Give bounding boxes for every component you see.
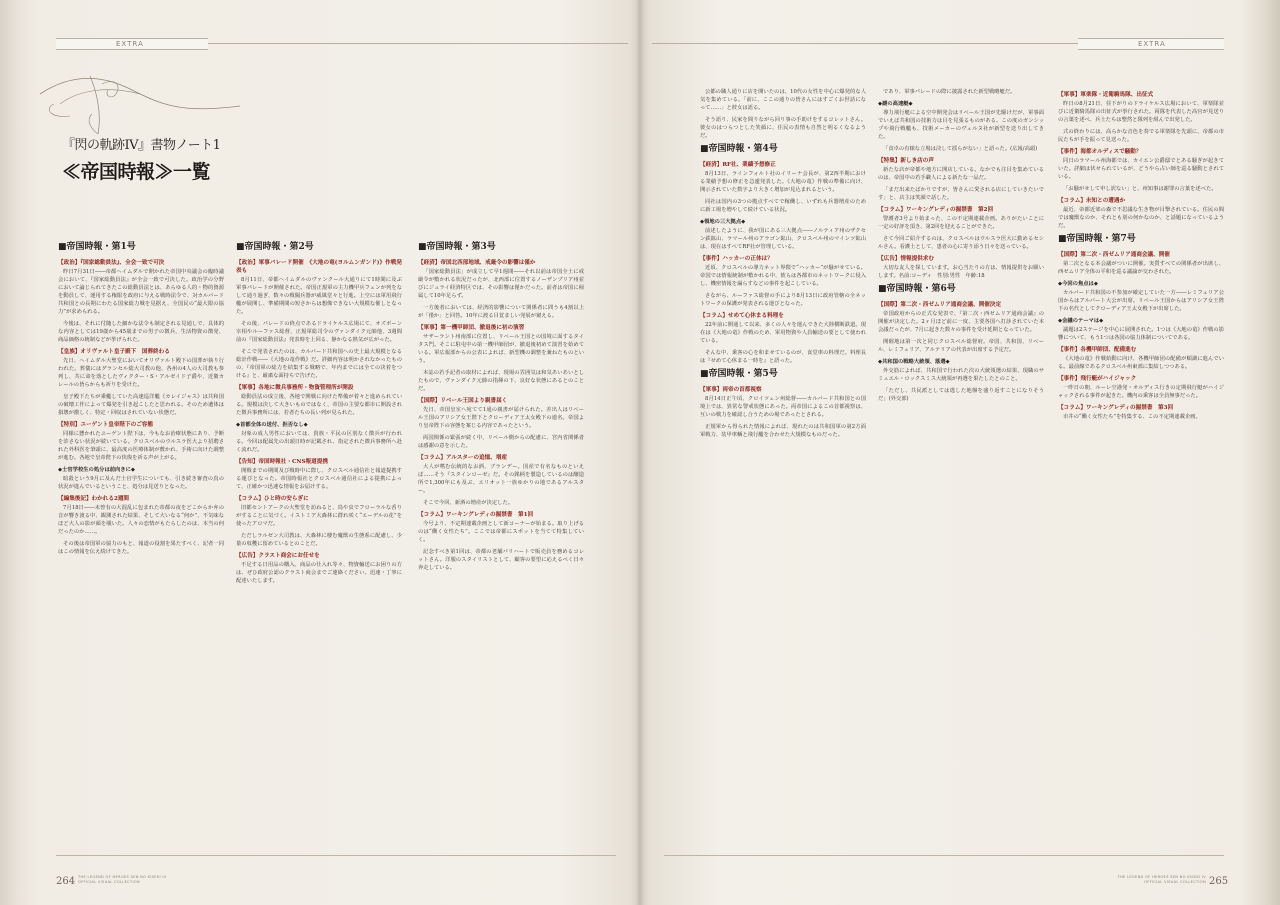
article-headline: 【国際】第二次・西ゼムリア通商会議、開催 — [1058, 252, 1170, 258]
article-headline: 【事件】海都オルディスで騒動？ — [1058, 149, 1142, 155]
footer-credit-line-1: THE LEGEND OF HEROES SEN NO KISEKI IV — [78, 875, 167, 879]
article-headline: 【軍事】第一機甲師団、撤退後に初の演習 — [418, 325, 525, 331]
article-paragraph: 旧都セントアークの大聖堂を訪ねると、鳥や虫でフローラルな香りがすることに気づく。イストミア大森林に群れ咲く“エーデルの花”を使ったアロマだ。 — [236, 505, 402, 527]
article-paragraph: 記念すべき第1回は、帝都の老舗パリハートで販売員を務めるコレットさん。洋服のスタイリストとして、顧客の要望に応えるべく日々奔走している。 — [418, 549, 584, 571]
article-paragraph: 8月13日、ラインフォルト社のイリーナ会長が、第2四半期における業績予想の修正を急遽発表した。《大地の竜》作戦の準備に向け、開示されていた数字より大きく増加が見込まれるという。 — [700, 171, 866, 193]
article-headline: 【特集】新しき店の声 — [878, 158, 934, 164]
page-number-right: 265 — [1209, 876, 1229, 887]
article-paragraph: ただしラルゼン大司教は、大森林に棲む魔獣の生態系に配慮し、少量の収穫に留めているとのことだ。 — [236, 533, 402, 547]
article-paragraph: その後、パレードの終点であるドライケルス広場にて、オズボーン宰相やルーファス総督、正規軍総司令のヴァンダイク元帥他、3週間前の『国家総動員法』発表時を上回る、静かなる熱気が広がった。 — [236, 321, 402, 343]
article-paragraph: 「国家総動員法」が成立して早1週間――それ以前は帝国全土に戒厳令が敷かれる状況だったが、北西部に位置するノーザンブリア州並びにジュライ経済特区では、その影響は僅かだった。前者は帝国に帰属して10年足らず。 — [418, 269, 584, 299]
article-paragraph: 同社は国内の3つの拠点すべてで稼働し、いずれも兵器増産のために新工場を増やして続けている状況。 — [700, 199, 866, 213]
article-headline: 【特別】ユーゲント皇帝陛下のご容態 — [58, 422, 153, 428]
issue-heading: ■帝国時報・第3号 — [418, 242, 496, 252]
issue-heading: ■帝国時報・第1号 — [58, 242, 136, 252]
article-paragraph: 近頃、クロスベルの導力ネット界隈で“ハッカー”が騒がせている。帝国では情報統制が敷かれる中、彼らは各都市のネットワークに侵入し、機密情報を漏らすなどの事件を起こしている。 — [700, 265, 866, 287]
article-paragraph: 先日、帝国皇室へ宛てて1通の親書が届けられた。差出人はリベール王国のアリシア女王陛下とクローディア王太女殿下の連名。帝国より皇帝陛下の容態を案じる内容であったという。 — [418, 407, 584, 429]
article-headline: 【事件】飛行艇がハイジャック — [1058, 376, 1137, 382]
article-paragraph: 大切な友人を探しています。お心当たりの方は、情報提供をお願いします。名前:コーディ 性別:男性 年齢:18 — [878, 265, 1044, 279]
article-paragraph: 不足する日用品の購入、商品の仕入れ等々、物資輸送にお困りの方は、ぜひ政府公認のクラスト商会までご連絡ください。迅速・丁寧に配達いたします。 — [236, 562, 402, 584]
article-paragraph: サザーラント州南部に位置し、リベール王国との国境に面するタイタス門。そこに駐屯中の第一機甲師団が、撤退後初めて演習を始めている。軍広報部からの公表によれば、新型機の調整を兼ねたものという。 — [418, 334, 584, 364]
issue-heading: ■帝国時報・第6号 — [878, 284, 956, 294]
article-headline: 【政治】軍事パレード開催 《大地の竜(ヨルムンガンド)》作戦発表も — [236, 260, 402, 274]
article-headline: 【皇族】オリヴァルト皇子殿下 国葬終わる — [58, 349, 170, 355]
issue-heading: ■帝国時報・第4号 — [700, 144, 778, 154]
article-paragraph: 同日のラマール州海都では、カイエン公爵邸でとある騒ぎが起きていた。詳細は伏せられているが、どうやら占い師を巡る騒動とされている。 — [1058, 158, 1224, 180]
article-subhead: ◆士官学校生の処分は前向きに◆ — [58, 467, 136, 473]
article-paragraph: 7月18日――未曾有の大混乱に包まれた帝都の夜をどこからか弁の音が響き渡る中、観測された結果、そして大いなる“何か”、不気味なほど大人の影が顔を覗いた。人々の恋情がもたらしたのは、本当の何だったのか……。 — [58, 505, 224, 535]
footer-credit-left — [78, 875, 166, 885]
article-paragraph: 大人が嗜む伝統的なお酒、ブランデー。国産で有名なものといえば……そう『スタインローゼ』だ。その銘柄を製造しているのは醸造所で1,300年にも及ぶ、エリオット一族ゆかりの地であるアルスター。 — [418, 464, 584, 494]
footer-rule-left — [56, 855, 616, 856]
article-headline: 【コラム】未知との遭遇か — [1058, 198, 1126, 204]
article-paragraph: 今後は、それに付随した細かな法令も制定される見通しで、具体的な内容としては19歳から45歳までの男子の徴兵、生活物資の徴発、商品価格の統制などが挙げられた。 — [58, 321, 224, 343]
article-paragraph: その後は帝国軍の協力のもと、報道の役割を果たすべく、記者一同はこの情報を伝え続けてきた。 — [58, 541, 224, 555]
article-paragraph: 「まだ出来たばかりですが、皆さんに愛される店にしていきたいです」と、店主は笑顔で話した。 — [878, 187, 1044, 201]
footer-credit-right — [1110, 875, 1206, 885]
page-title — [62, 134, 238, 184]
article-headline: 【事件】各機甲師団、配備進む — [1058, 347, 1137, 353]
text-column-2 — [236, 238, 402, 858]
article-paragraph: 最近、帝都近郊の森で不思議な生き物が目撃されている。住民の間では魔獣なのか、それとも別の何かなのか、と話題になっているようだ。 — [1058, 207, 1224, 229]
article-paragraph: カルバード共和国の不参加が確定していた一方――レミフェリア公国からはアルバート大公が出席。リベール王国からはアリシア女王陛下の名代としてクローディア王太女殿下が出席した。 — [1058, 290, 1224, 312]
article-paragraph: 式の終わりには、高らかな音色を奏でる軍楽隊を先頭に、帝都の市民たちが手を振って見送った。 — [1058, 129, 1224, 143]
article-paragraph: 本誌の若手記者の取材によれば、現場の雰囲気は和気あいあいとしたもので、ヴァンダイク元帥の指揮の下、良好な状態にあるとのことだ。 — [418, 370, 584, 392]
article-paragraph: さながら、ルーファス総督の手により8月13日に政府管轄の全ネットワークの保護が発表される運びとなった。 — [700, 293, 866, 307]
article-headline: 【広告】クラスト商会にお任せを — [236, 553, 320, 559]
footer-credit-line-2: OFFICIAL VISUAL COLLECTION — [78, 880, 140, 884]
article-headline: 【政治】『国家総動員法』、全会一致で可決 — [58, 260, 165, 266]
page-number-left: 264 — [56, 876, 76, 887]
footer-credit-line-2: OFFICIAL VISUAL COLLECTION — [1144, 880, 1206, 884]
article-headline: 【コラム】ひと時の安らぎに — [236, 496, 309, 502]
header-label-left: EXTRA — [116, 40, 144, 48]
article-paragraph: 第二次となる本会議がついに開催。実質すべての関係者が出席し、西ゼムリア全体の平和を巡る議論が交わされた。 — [1058, 261, 1224, 275]
article-headline: 【軍事】両帝の首都視察 — [700, 387, 762, 393]
article-paragraph: 導力飛行艇による空中開発会はリベール王国が先駆けだが、軍事面でいえば共和国の技術力は目を見張るものがある。この度のガンシップや飛行戦艦も、技術メーカーのヴェルヌ社が新型を送り出してきた。 — [878, 110, 1044, 140]
article-paragraph: 今号より、不定期連載企画として新コーナーが始まる。取り上げるのは“働く女性たち”。ここでは帝都にスポットを当てて特集していく。 — [418, 521, 584, 543]
text-column-1 — [58, 238, 224, 858]
article-paragraph: そう語り、民家を間りながら回り事の手助けをするコレットさん。彼女のはつらつとした笑顔に、住民の表情も自然と明るくなるようだ。 — [700, 117, 866, 139]
article-headline: 【広告】情報提供求む — [878, 256, 934, 262]
article-paragraph: そこで発表されたのは、カルバード共和国への史上最大規模となる総計作戦――《大地の竜作戦》だ。詳細内容は明かされなかったものの、『帝国軍の総力を結集する戦略で、年内までには全ての決着をつける』と、厳粛な面持ちで告げた。 — [236, 349, 402, 379]
header-label-right: EXTRA — [1138, 40, 1166, 48]
ornament-flourish-icon — [30, 64, 250, 144]
article-headline: 【経済】帝国北西部地域、戒厳令の影響は僅か — [418, 260, 536, 266]
article-paragraph: 議題は2ステージを中心に展開された。1つは《大地の竜》作戦の影響について、もう1つは各国の協力体制についてである。 — [1058, 327, 1224, 341]
article-subhead: ◆共和国の戦略大統領、落選◆ — [878, 359, 950, 365]
article-headline: 【編集後記】わかれる2週間 — [58, 496, 130, 502]
article-paragraph: 一方後者においては、経済的影響について関係者に問うも4割以上が「僅か」と回答。10年に渡る目覚ましい発展が窺える。 — [418, 305, 584, 319]
footer-credit-line-1: THE LEGEND OF HEROES SEN NO KISEKI IV — [1117, 875, 1206, 879]
article-headline: 【コラム】アルスターの追憶、増産 — [418, 455, 508, 461]
article-paragraph: 先日、ヘイムダル大聖堂においてオリヴァルト殿下の国葬が執り行われた。葬儀にはグランセル総大司教の他、各州の4人の大司教も参列し、共に命を落としたヴィクター・S・アルゼイド子爵や、近衛カレールの皆らからも祈りを受けた。 — [58, 358, 224, 388]
article-headline: 【コラム】ワーキングレディの掘禁書 第3回 — [1058, 405, 1174, 411]
article-paragraph: 新たな店が帝都や地方に開店している。なかでも注目を集めているのは、帝国中の若手職人による新たな一品だ。 — [878, 167, 1044, 181]
article-paragraph: 開戦までの期間及び戦時中に際し、クロスベル通信社と報道提携する運びとなった。帝国時報社とクロスベル通信社による提携によって、正確かつ迅速な情報をお届けする。 — [236, 468, 402, 490]
article-paragraph: 警護者3号より始まった、この不定期連載企画。ありがたいことに一定の好評を頂き、第2回を迎えることができた。 — [878, 216, 1044, 230]
article-headline: 【事件】ハッカーの正体は？ — [700, 256, 773, 262]
title-line-2: ≪帝国時報≫一覧 — [62, 161, 211, 183]
article-headline: 【コラム】ワーキングレディの掘禁書 第1回 — [418, 512, 534, 518]
article-headline: 【軍事】軍楽隊・近衛騎馬隊、出征式 — [1058, 92, 1154, 98]
article-paragraph: 8月14日正午頃、クロイツェン州総督――カルバード共和国との国境上では、異常な警戒状態にあった。両帝国によるこの首都視察は、互いの戦力を確認し合うための場であったとされる。 — [700, 396, 866, 418]
article-paragraph: 皇子殿下たちが乗艦していた高速巡洋艦《カレイジャス》は共和国の破壊工作によって爆発を引き起こしたと思われる。そのため遺体は損壊が激しく、特定・回収はされていない状態だ。 — [58, 394, 224, 416]
article-headline: 【軍事】各地に徴兵事務所・物資管理所が開設 — [236, 385, 354, 391]
article-headline: 【経済】RF社、業績予想修正 — [700, 162, 776, 168]
article-paragraph: さて今回ご紹介するのは、クロスベルはウルスラ医大に勤めるセシルさん。看護士として、患者の心に寄り添う日々を送っている。 — [878, 236, 1044, 250]
article-paragraph: 外交筋によれば、共和国で行われた次の大統領選の結果、現職のサミュエル・ロックスミス大統領が再選を果たしたとのこと。 — [878, 368, 1044, 382]
footer-rule-right — [664, 855, 1224, 856]
article-paragraph: 「ただし、共民派としては逃した地盤を盛り返すことになりそうだ」(外交部) — [878, 388, 1044, 402]
article-paragraph: 22年前に開通して以来、多くの人々を運んできた大陸横断鉄道。現在は《大地の竜》作戦のため、軍用物資や人員輸送の要として使われている。 — [700, 322, 866, 344]
title-line-1: 『閃の軌跡IV』書物ノート1 — [62, 138, 221, 153]
page-gutter — [636, 0, 644, 905]
article-paragraph: 公都の職人通りに店を開いたのは、10代の女性を中心に爆発的な人気を集めている。「前に、ここの通りの皆さんにはすごくお世話になって……」と彼女は語る。 — [700, 89, 866, 111]
article-subhead: ◆領地の三大拠点◆ — [700, 219, 746, 225]
article-headline: 【国際】リベール王国より親書届く — [418, 398, 508, 404]
article-paragraph: 開催地は第一次と同じクロスベル総督府。帝国、共和国、リベール、レミフェリア、アルテリアの代表が出席する予定だ。 — [878, 339, 1044, 353]
issue-heading: ■帝国時報・第7号 — [1058, 234, 1136, 244]
article-paragraph: 市井の“働く女性たち”を特集する、この不定期連載企画。 — [1063, 414, 1201, 420]
article-subhead: ◆首都全体の送付、拒否なし◆ — [236, 422, 308, 428]
article-paragraph: 昨日7月31日――帝都ヘイムダルで開かれた帝国中央議会の臨時議会において、『国家総動員法』が全会一致で可決した。政治学の分野において論じられてきたこの総動員法とは、あらゆる人的・物的資源を動員して、運用する権限を政府に与える戦時法令で、対カルバード共和国との長期にわたる国家総力戦を見据え、全国民の“最大限の協力”が求められる。 — [58, 269, 224, 315]
article-paragraph: 前述したように、我が国にある三大拠点――ノルティア州のザクセン鉄鉱山、ラマール州のアラゴン鉱山、クロスベル州のマインツ鉱山は、現在はすべてRF社が管理している。 — [700, 228, 866, 250]
article-paragraph: そんな中、乗客の心を和ませているのが、食堂車の料理だ。料理長は『せめて心休まる一時を』と語った。 — [700, 350, 866, 364]
issue-heading: ■帝国時報・第5号 — [700, 369, 778, 379]
article-subhead: ◆謎の高速艇◆ — [878, 101, 913, 107]
article-paragraph: 《大地の竜》作戦始動に向け、各機甲師団の配備が順調に進んでいる。最前線であるクロスベル州東部に集結しつつある。 — [1058, 356, 1224, 370]
text-column-4 — [700, 88, 866, 858]
header-rule-left — [208, 43, 628, 44]
article-headline: 【国際】第二次・西ゼムリア通商会議、開催決定 — [878, 302, 1002, 308]
article-headline: 【コラム】ワーキングレディの掘禁書 第2回 — [878, 207, 994, 213]
article-paragraph: 暗殺という9月に及んだ士官学生についても、引き続き審査の真の状況が進んでいるということ、処分は見送りとなった。 — [58, 476, 224, 490]
text-column-6 — [1058, 88, 1224, 858]
header-rule-right — [652, 43, 1078, 44]
article-paragraph: 昨日の8月21日、昼下がりのドライケルス広場において、軍楽隊並びに近衛騎馬隊の出征式が挙行された。両隊を代表した高官が見送りの言葉を述べ、兵士たちは整然と隊列を組んで出発した。 — [1058, 101, 1224, 123]
article-paragraph: 8月11日、帝都ヘイムダルのヴァンクール大通りにて1時間に及ぶ軍事パレードが開催された。帝国正規軍の主力機甲兵フェンが列をなして通り過ぎ、数々の戦闘兵器が威風堂々と行進。上空には軍用飛行艦が展開し、準備期間の短さからは想像できない大規模な催しとなった。 — [236, 277, 402, 315]
article-paragraph: 総動員法の成立後、各地で開戦に向けた準備が着々と進められている。規模は決して大きいものではなく、帝国の主要な都市に開設された徴兵事務所には、若者たちの長い列が見られた。 — [236, 394, 402, 416]
article-paragraph: 正規軍から得られた情報によれば、現れたのは共和国軍の第2方面軍戦力、装甲車輌と飛行艦を合わせた大規模なものだった。 — [700, 424, 866, 438]
article-paragraph: 「お騒がせして申し訳ない」と、州知事は謝罪の言葉を述べた。 — [1063, 186, 1217, 192]
text-column-5 — [878, 88, 1044, 858]
article-paragraph: 一昨日の朝、ルーレ空港発・オルディス行きの定期飛行艇がハイジャックされる事件が起きた。機内の乗客は全員無事だった。 — [1058, 385, 1224, 399]
article-paragraph: 対象の成人男性においては、貴族・平民の区別なく徴兵が行われる。今回は配属先の出頭日時が記載され、指定された徴兵事務所へ赴く流れだ。 — [236, 431, 402, 453]
text-column-3 — [418, 238, 584, 858]
article-paragraph: 「食卓の有様な立場は決して揺らがない」と語った。(広報/高頭) — [883, 146, 1038, 152]
article-subhead: ◆会議のテーマは◆ — [1058, 318, 1104, 324]
article-paragraph: 両国関係の緊張が続く中、リベール側からの配慮に、宮内省関係者は感謝の意を示した。 — [418, 435, 584, 449]
article-paragraph: そこで今回、新酒の増産が決定した。 — [423, 500, 514, 506]
article-subhead: ◆今回の焦点は◆ — [1058, 281, 1098, 287]
article-paragraph: 帝国政府からの正式な発表で、『第二次・西ゼムリア通商会議』の開催が決定した。2ヶ月ほど前に一度、主要各国へ打診されていた本会議だったが、7月に起きた数々の事件を受け延期となっていた。 — [878, 311, 1044, 333]
article-headline: 【コラム】せめて心休まる料理を — [700, 313, 784, 319]
article-paragraph: 同様に懸かれたユーゲント陛下は、今もなお治療状態にあり、予断を許さない状況が続いている。クロスベルのウルスラ医大より招聘された外科医を筆頭に、最高度の医療体制が敷かれ、手術に向けた調整が進む。各地で皇帝陛下の快復を祈る声が上がる。 — [58, 431, 224, 461]
article-paragraph: であり、軍事パレードの際に披露された新型戦略艇だ。 — [883, 89, 1016, 95]
issue-heading: ■帝国時報・第2号 — [236, 242, 314, 252]
article-headline: 【告知】帝国時報社・CNS報道提携 — [236, 459, 328, 465]
